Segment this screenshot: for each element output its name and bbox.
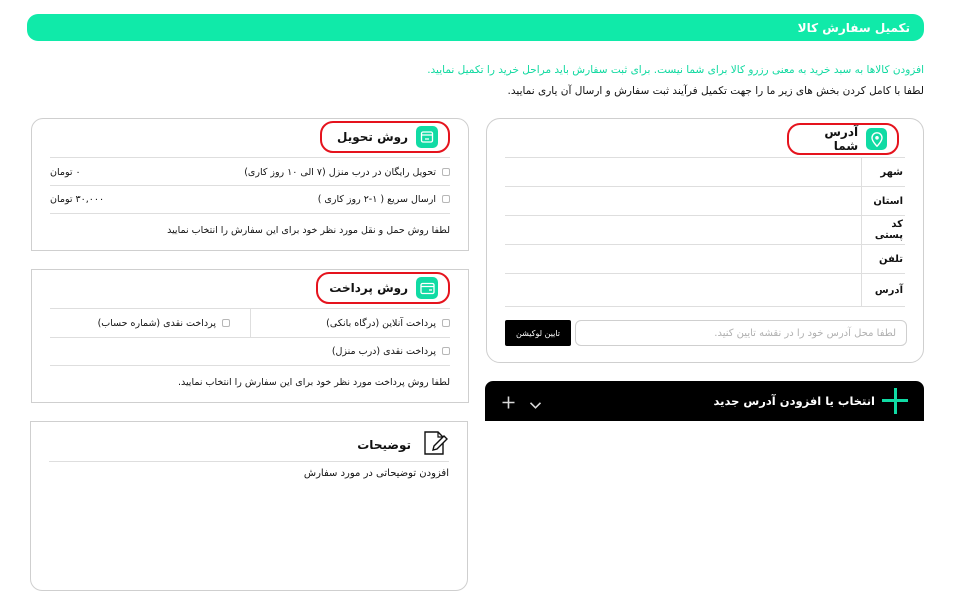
payment-option-online[interactable] <box>250 309 450 337</box>
checkbox[interactable] <box>442 319 450 327</box>
edit-icon <box>421 430 449 459</box>
payment-title: روش پرداخت <box>329 281 408 295</box>
divider <box>49 461 449 462</box>
cart-notice: افزودن کالاها به سبد خرید به معنی رزرو کالا برای شما نیست. برای ثبت سفارش باید مراحل خرید را تکمیل نمایید. <box>427 64 924 76</box>
payment-row <box>50 309 450 337</box>
delivery-option-price: ۰ تومان <box>50 166 81 178</box>
phone-field[interactable] <box>505 245 861 273</box>
address-title-highlight <box>787 123 899 155</box>
address-row-postal <box>505 215 905 244</box>
address-row-phone <box>505 244 905 273</box>
payment-card <box>31 269 469 403</box>
notes-input[interactable]: افزودن توضیحاتی در مورد سفارش <box>303 468 449 479</box>
location-input[interactable]: لطفا محل آدرس خود را در نقشه تایین کنید. <box>575 320 907 346</box>
add-address-label: انتخاب یا افزودن آدرس جدید <box>713 394 875 408</box>
notes-header <box>357 430 449 459</box>
divider <box>50 213 450 214</box>
city-field[interactable] <box>505 158 861 186</box>
delivery-box-icon <box>416 126 438 148</box>
checkbox[interactable] <box>442 347 450 355</box>
payment-row <box>50 337 450 365</box>
delivery-option-express[interactable] <box>50 185 450 213</box>
delivery-card <box>31 118 469 251</box>
location-pin-icon <box>866 128 887 150</box>
delivery-title-highlight <box>320 121 450 153</box>
postal-code-field[interactable] <box>505 216 861 244</box>
address-label: آدرس <box>861 274 905 306</box>
payment-option-label: پرداخت آنلاین (درگاه بانکی) <box>326 317 436 329</box>
delivery-option-label: تحویل رایگان در درب منزل (۷ الی ۱۰ روز کاری) <box>244 166 436 178</box>
address-row-address <box>505 273 905 307</box>
postal-code-label: کد پستی <box>861 216 905 244</box>
payment-option-cod[interactable] <box>332 337 450 365</box>
chevron-down-icon[interactable] <box>529 395 542 414</box>
checkbox[interactable] <box>442 168 450 176</box>
checkbox[interactable] <box>222 319 230 327</box>
set-location-button[interactable]: تایین لوکیشن <box>505 320 571 346</box>
notes-title: توضیحات <box>357 437 411 452</box>
payment-option-account[interactable] <box>98 309 250 337</box>
address-card <box>486 118 924 363</box>
notes-card <box>30 421 468 591</box>
page-title: تکمیل سفارش کالا <box>797 20 910 35</box>
payment-note: لطفا روش پرداخت مورد نظر خود برای این سفارش را انتخاب نمایید. <box>177 377 450 388</box>
delivery-title: روش تحویل <box>337 130 408 144</box>
address-row-city <box>505 157 905 186</box>
payment-option-label: پرداخت نقدی (شماره حساب) <box>97 317 216 329</box>
instructions-text: لطفا با کامل کردن بخش های زیر ما را جهت تکمیل فرآیند ثبت سفارش و ارسال آن یاری نمایید. <box>507 85 924 97</box>
city-label: شهر <box>861 158 905 186</box>
page-header <box>27 14 924 41</box>
wallet-icon <box>416 277 438 299</box>
add-icon <box>882 388 908 414</box>
delivery-option-free[interactable] <box>50 158 450 186</box>
delivery-note: لطفا روش حمل و نقل مورد نظر خود برای این سفارش را انتخاب نمایید <box>167 225 450 236</box>
phone-label: تلفن <box>861 245 905 273</box>
address-fields <box>505 157 905 307</box>
delivery-option-price: ۳۰,۰۰۰ تومان <box>50 193 105 205</box>
address-row-province <box>505 186 905 215</box>
plus-icon[interactable] <box>502 394 515 413</box>
add-address-bar[interactable] <box>485 381 924 421</box>
province-label: استان <box>861 187 905 215</box>
checkbox[interactable] <box>442 195 450 203</box>
payment-title-highlight <box>316 272 450 304</box>
delivery-option-label: ارسال سریع ( ۱-۲ روز کاری ) <box>317 193 436 205</box>
address-field[interactable] <box>505 274 861 306</box>
address-title: آدرس شما <box>824 125 859 153</box>
province-field[interactable] <box>505 187 861 215</box>
divider <box>50 365 450 366</box>
payment-option-label: پرداخت نقدی (درب منزل) <box>331 345 436 357</box>
